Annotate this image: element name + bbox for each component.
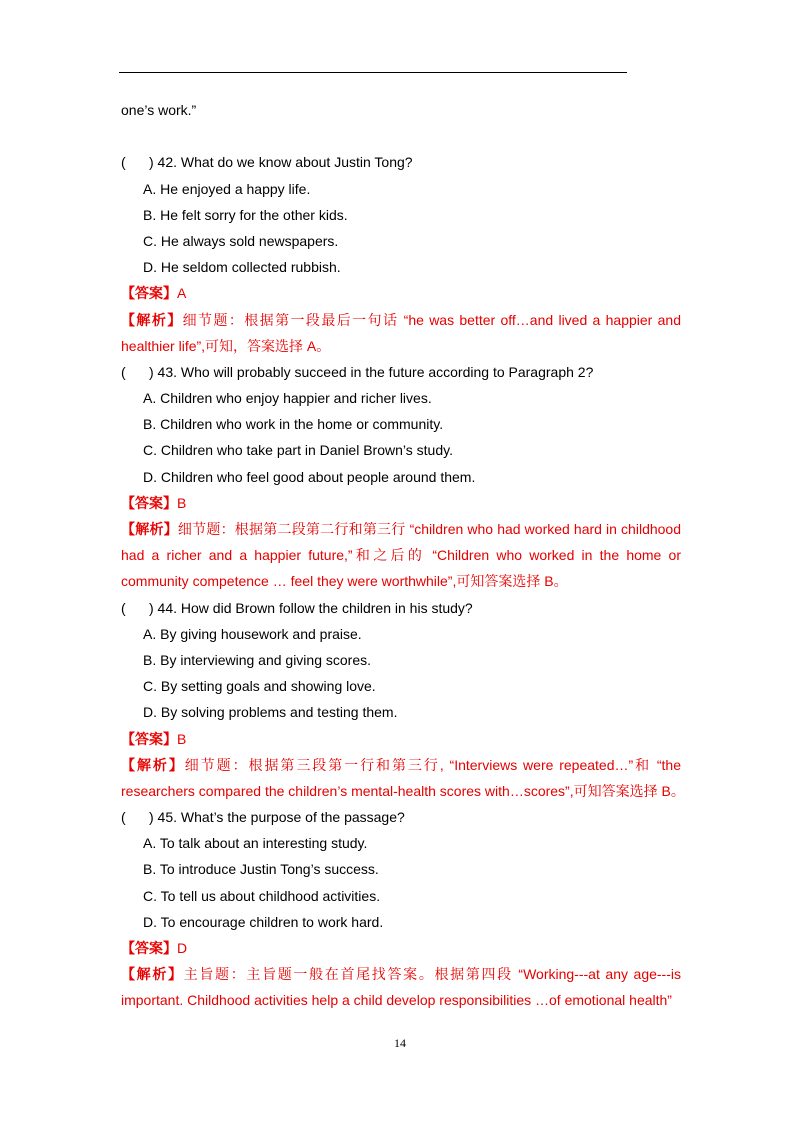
spacer	[121, 123, 681, 149]
option-d: D. He seldom collected rubbish.	[143, 259, 341, 276]
answer-label: 【答案】	[121, 940, 177, 956]
header-rule	[119, 72, 627, 73]
continuation-text: one’s work.”	[121, 102, 197, 118]
analysis-label: 【解析】	[121, 756, 185, 773]
answer-label: 【答案】	[121, 730, 177, 747]
option-a: A. He enjoyed a happy life.	[143, 180, 311, 197]
question-stem: ( ) 45. What’s the purpose of the passage?	[121, 809, 405, 826]
option-b: B. To introduce Justin Tong’s success.	[143, 861, 379, 878]
question-block-45	[121, 804, 681, 1014]
analysis-line: had a richer and a happier future,”和之后的 “Children who worked in the home or	[121, 547, 681, 564]
answer-label: 【答案】	[121, 494, 177, 511]
option-b: B. He felt sorry for the other kids.	[143, 206, 348, 223]
answer-value: A	[177, 285, 187, 302]
answer-value: B	[177, 494, 187, 511]
question-stem: ( ) 44. How did Brown follow the children in his study?	[121, 599, 473, 616]
answer-value: B	[177, 730, 187, 747]
option-c: C. He always sold newspapers.	[143, 232, 339, 249]
analysis-text: 细节题：根据第一段最后一句话 “he was better off…and lived a happier and	[182, 311, 682, 328]
question-block-42	[121, 149, 681, 359]
analysis-line	[121, 516, 681, 542]
answer-value: D	[177, 940, 188, 956]
analysis-line	[121, 961, 681, 987]
question-block-44	[121, 595, 685, 805]
analysis-text: 细节题：根据第三段第一行和第三行, “Interviews were repeated…”和 “the	[184, 756, 681, 773]
analysis-label: 【解析】	[121, 521, 178, 537]
option-d: D. By solving problems and testing them.	[143, 704, 398, 721]
option-b: B. By interviewing and giving scores.	[143, 651, 371, 668]
option-a: A. By giving housework and praise.	[143, 625, 362, 642]
question-stem: ( ) 42. What do we know about Justin Tong?	[121, 154, 413, 171]
document-body	[121, 97, 685, 1014]
option-c: C. By setting goals and showing love.	[143, 678, 376, 695]
answer-label: 【答案】	[121, 285, 177, 302]
page-number: 14	[394, 1036, 406, 1050]
question-block-43	[121, 359, 681, 595]
answer-line	[121, 935, 681, 961]
analysis-line: important. Childhood activities help a child develop responsibilities …of emotional health”	[121, 992, 672, 1009]
analysis-label: 【解析】	[121, 966, 184, 983]
answer-line	[121, 280, 681, 306]
option-c: C. Children who take part in Daniel Brown’s study.	[143, 442, 453, 459]
analysis-line: community competence … feel they were worthwhile”,可知答案选择 B。	[121, 573, 568, 590]
analysis-label: 【解析】	[121, 311, 183, 328]
question-stem: ( ) 43. Who will probably succeed in the future according to Paragraph 2?	[121, 363, 594, 380]
option-b: B. Children who work in the home or community.	[143, 416, 444, 433]
analysis-line	[121, 752, 681, 778]
answer-line	[121, 726, 681, 752]
option-c: C. To tell us about childhood activities.	[143, 887, 381, 904]
option-a: A. To talk about an interesting study.	[143, 835, 368, 852]
analysis-text: 主旨题：主旨题一般在首尾找答案。根据第四段 “Working---at any age---is	[183, 966, 681, 983]
answer-line	[121, 490, 681, 516]
analysis-text: 细节题：根据第二段第二行和第三行 “children who had worked hard in childhood	[177, 521, 681, 537]
analysis-line	[121, 307, 681, 333]
option-d: D. To encourage children to work hard.	[143, 913, 384, 930]
option-d: D. Children who feel good about people around them.	[143, 468, 476, 485]
analysis-line: healthier life”,可知，答案选择 A。	[121, 337, 331, 354]
option-a: A. Children who enjoy happier and richer lives.	[143, 390, 432, 407]
analysis-line: researchers compared the children’s mental-health scores with…scores”,可知答案选择 B。	[121, 782, 685, 799]
